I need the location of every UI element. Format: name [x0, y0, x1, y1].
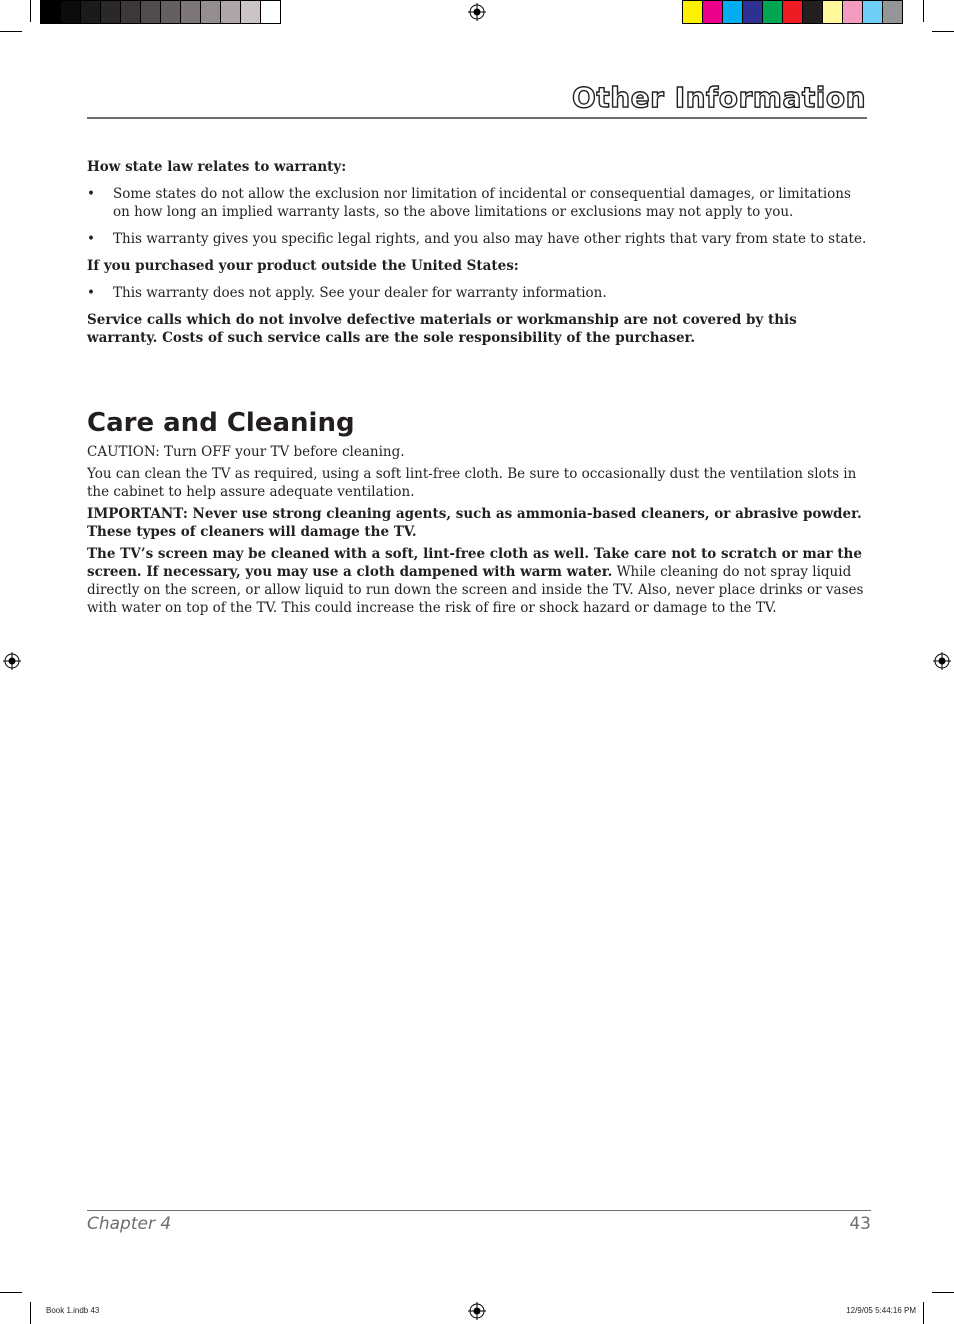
color-swatch [823, 1, 843, 23]
slug-timestamp: 12/9/05 5:44:16 PM [846, 1306, 916, 1315]
cleaning-paragraph: You can clean the TV as required, using a soft lint-free cloth. Be sure to occasionally dust the ventilation slots in the cabinet to help assure adequate ventilation. [87, 466, 857, 500]
bullet-icon: • [87, 186, 95, 202]
list-item [87, 284, 871, 302]
important-warning: IMPORTANT: Never use strong cleaning agents, such as ammonia-based cleaners, or abrasive powder. These types of cleaners will damage the TV. [87, 506, 862, 540]
header-divider [87, 117, 867, 119]
footer-divider [87, 1210, 871, 1211]
screen-cleaning-regular-text: While cleaning do not spray liquid directly on the screen, or allow liquid to run down the screen and inside the TV. Also, never place drinks or vases with water on top of the TV. This could increase the risk of fire or shock hazard or damage to the TV. [87, 564, 864, 616]
state-law-list [87, 185, 871, 248]
footer-page-number: 43 [849, 1214, 871, 1234]
grayscale-color-bar [40, 0, 281, 24]
list-item-text: Some states do not allow the exclusion nor limitation of incidental or consequential damages, or limitations on how long an implied warranty lasts, so the above limitations or exclusions may not apply to you. [113, 186, 851, 220]
registration-mark-right-icon [933, 652, 951, 670]
color-swatch [723, 1, 743, 23]
service-calls-note: Service calls which do not involve defective materials or workmanship are not covered by this warranty. Costs of such service calls are the sole responsibility of the purchaser. [87, 312, 797, 346]
crop-mark-top-left-horizontal [0, 31, 22, 32]
state-law-heading: How state law relates to warranty: [87, 159, 347, 175]
color-swatch [261, 1, 281, 23]
outside-us-list [87, 284, 871, 302]
outside-us-heading: If you purchased your product outside the United States: [87, 258, 519, 274]
crop-mark-bottom-right-horizontal [932, 1292, 954, 1293]
color-swatch [843, 1, 863, 23]
care-section-title: Care and Cleaning [87, 408, 355, 438]
color-swatch [703, 1, 723, 23]
color-swatch [121, 1, 141, 23]
color-swatch [141, 1, 161, 23]
color-swatch [803, 1, 823, 23]
color-swatch [161, 1, 181, 23]
color-swatch [41, 1, 61, 23]
bullet-icon: • [87, 285, 95, 301]
color-swatch [883, 1, 903, 23]
color-swatch [863, 1, 883, 23]
color-swatch [221, 1, 241, 23]
screen-cleaning-paragraph [87, 545, 871, 617]
color-swatch [101, 1, 121, 23]
registration-mark-top-icon [468, 3, 486, 21]
color-swatch [743, 1, 763, 23]
color-swatch [81, 1, 101, 23]
color-swatch [763, 1, 783, 23]
page-header-title: Other Information [572, 81, 866, 114]
caution-text: CAUTION: Turn OFF your TV before cleaning. [87, 444, 405, 460]
crop-mark-bottom-left-vertical [30, 1302, 31, 1324]
crop-mark-top-right-horizontal [932, 31, 954, 32]
footer-chapter-label: Chapter 4 [87, 1214, 172, 1234]
crop-mark-top-right-vertical [923, 0, 924, 22]
bullet-icon: • [87, 231, 95, 247]
color-swatch [61, 1, 81, 23]
crop-mark-bottom-left-horizontal [0, 1292, 22, 1293]
registration-mark-bottom-icon [468, 1302, 486, 1320]
registration-mark-left-icon [3, 652, 21, 670]
screen-cleaning-bold-text: The TV’s screen may be cleaned with a soft, lint-free cloth as well. Take care not to scratch or mar the screen. If necessary, you may use a cloth dampened with warm water. [87, 546, 862, 580]
page-content [87, 158, 871, 617]
crop-mark-top-left-vertical [30, 0, 31, 22]
color-swatch [241, 1, 261, 23]
color-swatch [181, 1, 201, 23]
list-item [87, 230, 871, 248]
color-swatch [783, 1, 803, 23]
color-swatch [201, 1, 221, 23]
list-item [87, 185, 871, 221]
process-color-bar [682, 0, 903, 24]
list-item-text: This warranty gives you specific legal rights, and you also may have other rights that vary from state to state. [113, 231, 867, 247]
color-swatch [683, 1, 703, 23]
slug-file-name: Book 1.indb 43 [46, 1306, 100, 1315]
crop-mark-bottom-right-vertical [923, 1302, 924, 1324]
list-item-text: This warranty does not apply. See your dealer for warranty information. [113, 285, 607, 301]
